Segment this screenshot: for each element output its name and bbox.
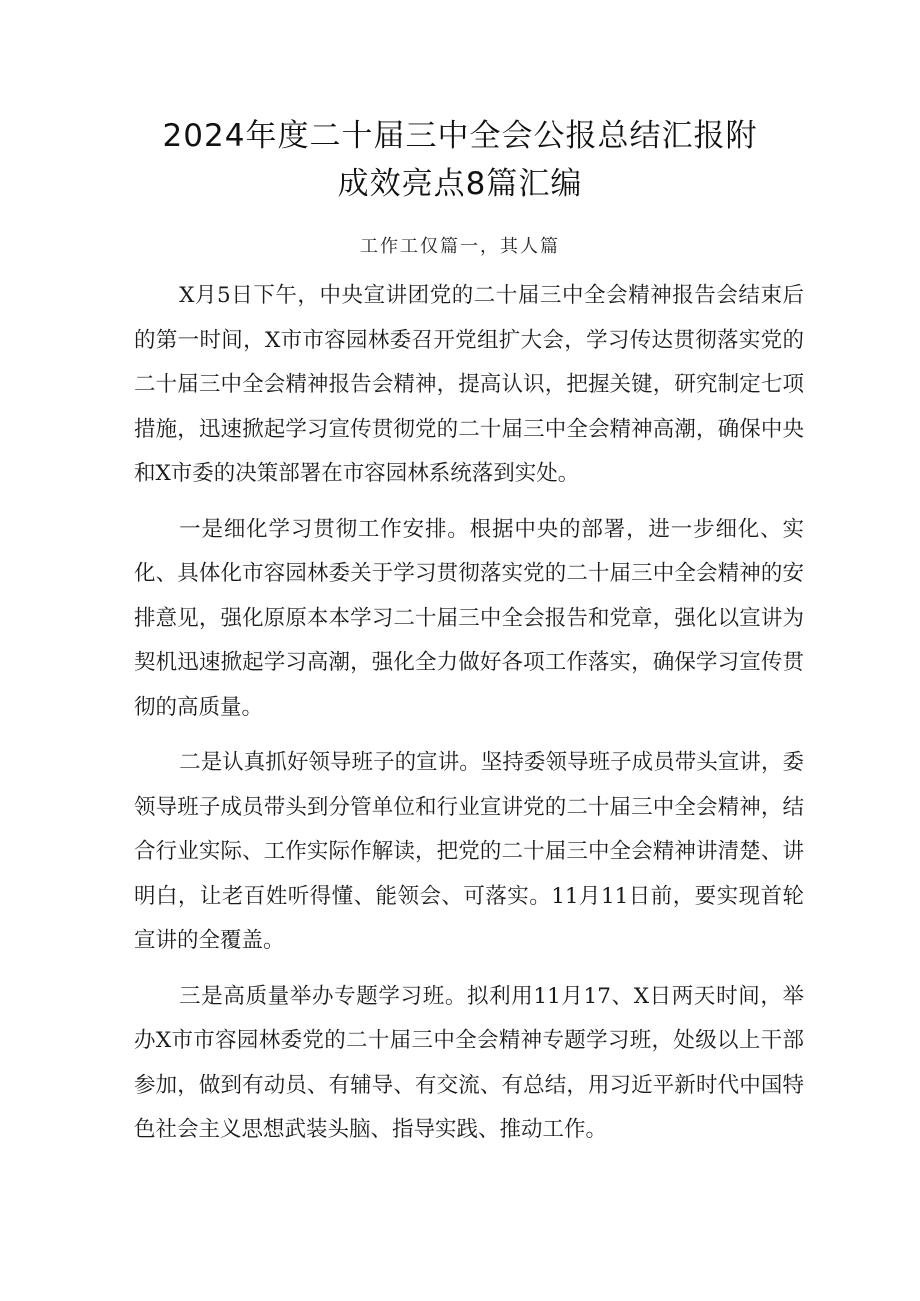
- document-body: [134, 274, 804, 1164]
- document-title-line-2: 成效亮点8篇汇编: [337, 166, 583, 202]
- paragraph-intro: X月5日下午，中央宣讲团党的二十届三中全会精神报告会结束后的第一时间，X市市容园林委召开党组扩大会，学习传达贯彻落实党的二十届三中全会精神报告会精神，提高认识，把握关键，研究制定七项措施，迅速掀起学习宣传贯彻党的二十届三中全会精神高潮，确保中央和X市委的决策部署在市容园林系统落到实处。: [134, 283, 804, 486]
- section-subtitle: 工作工仅篇一，其人篇: [360, 236, 560, 257]
- document-title-line-1: 2024年度二十届三中全会公报总结汇报附: [162, 118, 758, 154]
- paragraph-measure-2: 二是认真抓好领导班子的宣讲。坚持委领导班子成员带头宣讲，委领导班子成员带头到分管单位和行业宣讲党的二十届三中全会精神，结合行业实际、工作实际作解读，把党的二十届三中全会精神讲清楚、讲明白，让老百姓听得懂、能领会、可落实。11月11日前，要实现首轮宣讲的全覆盖。: [134, 750, 804, 953]
- paragraph-measure-1: 一是细化学习贯彻工作安排。根据中央的部署，进一步细化、实化、具体化市容园林委关于学习贯彻落实党的二十届三中全会精神的安排意见，强化原原本本学习二十届三中全会报告和党章，强化以宣讲为契机迅速掀起学习高潮，强化全力做好各项工作落实，确保学习宣传贯彻的高质量。: [134, 516, 804, 720]
- paragraph-measure-3: 三是高质量举办专题学习班。拟利用11月17、X日两天时间，举办X市市容园林委党的二十届三中全会精神专题学习班，处级以上干部参加，做到有动员、有辅导、有交流、有总结，用习近平新时代中国特色社会主义思想武装头脑、指导实践、推动工作。: [134, 983, 804, 1142]
